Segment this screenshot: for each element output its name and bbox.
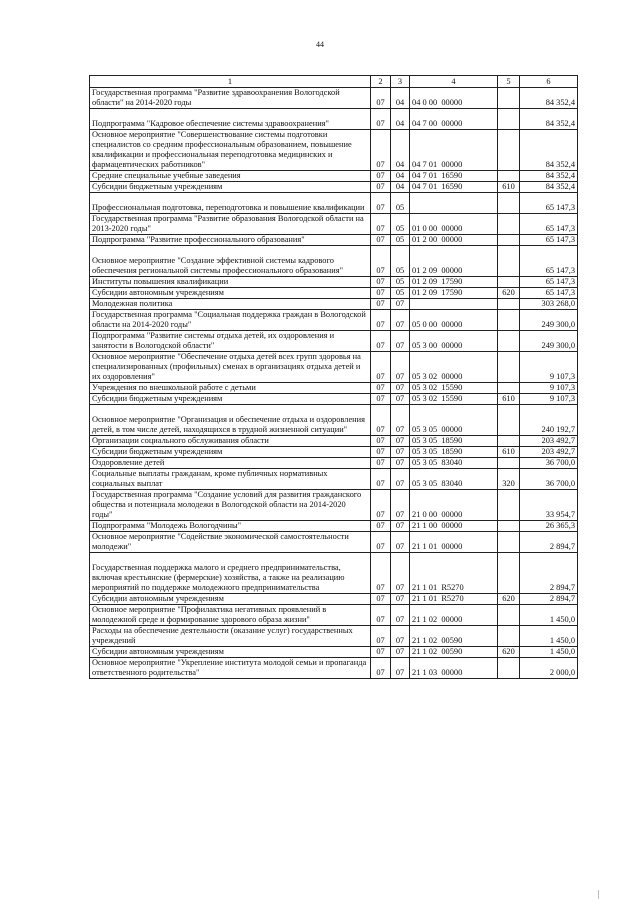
cell-name: Государственная программа "Социальная поддержка граждан в Вологодской области на 2014-2020 годы" <box>90 310 371 331</box>
cell-subsection: 07 <box>391 626 410 647</box>
cell-section: 07 <box>371 394 391 405</box>
cell-expense-type <box>498 171 520 182</box>
cell-expense-type <box>498 405 520 436</box>
cell-subsection: 07 <box>391 469 410 490</box>
cell-section: 07 <box>371 469 391 490</box>
table-row <box>90 626 578 647</box>
cell-name: Молодежная политика <box>90 299 371 310</box>
cell-name: Субсидии автономным учреждениям <box>90 647 371 658</box>
cell-subsection: 07 <box>391 553 410 594</box>
cell-expense-type <box>498 626 520 647</box>
cell-target-article: 21 1 01 00000 <box>410 532 498 553</box>
cell-name: Субсидии бюджетным учреждениям <box>90 394 371 405</box>
cell-section: 07 <box>371 594 391 605</box>
cell-name: Учреждения по внешкольной работе с детьми <box>90 383 371 394</box>
cell-expense-type <box>498 658 520 679</box>
cell-section: 07 <box>371 214 391 235</box>
cell-section: 07 <box>371 447 391 458</box>
cell-subsection: 07 <box>391 458 410 469</box>
cell-section: 07 <box>371 521 391 532</box>
cell-name: Средние специальные учебные заведения <box>90 171 371 182</box>
cell-target-article: 05 3 05 18590 <box>410 447 498 458</box>
cell-amount: 65 147,3 <box>520 193 578 214</box>
table-row <box>90 658 578 679</box>
cell-section: 07 <box>371 626 391 647</box>
cell-subsection: 07 <box>391 331 410 352</box>
cell-expense-type <box>498 130 520 171</box>
cell-amount: 26 365,3 <box>520 521 578 532</box>
cell-name: Государственная поддержка малого и среднего предпринимательства, включая крестьянские (фермерские) хозяйства, а также на реализацию мероприятий по поддержке молодежного предпринимательства <box>90 553 371 594</box>
cell-section: 07 <box>371 246 391 277</box>
cell-amount: 36 700,0 <box>520 458 578 469</box>
cell-expense-type <box>498 490 520 521</box>
cell-section: 07 <box>371 331 391 352</box>
cell-expense-type <box>498 246 520 277</box>
cell-subsection: 05 <box>391 214 410 235</box>
cell-target-article: 21 1 03 00000 <box>410 658 498 679</box>
cell-name: Государственная программа "Создание условий для развития гражданского общества и потенциала молодежи в Вологодской области на 2014-2020 годы" <box>90 490 371 521</box>
cell-section: 07 <box>371 532 391 553</box>
cell-target-article: 01 0 00 00000 <box>410 214 498 235</box>
cell-target-article: 04 7 01 16590 <box>410 171 498 182</box>
cell-amount: 65 147,3 <box>520 288 578 299</box>
cell-amount: 2 894,7 <box>520 553 578 594</box>
cell-amount: 84 352,4 <box>520 130 578 171</box>
table-row <box>90 553 578 594</box>
cell-section: 07 <box>371 288 391 299</box>
column-header-section: 2 <box>371 76 391 88</box>
cell-target-article: 21 1 01 R5270 <box>410 553 498 594</box>
cell-expense-type: 620 <box>498 647 520 658</box>
table-row <box>90 490 578 521</box>
table-row <box>90 246 578 277</box>
cell-amount: 84 352,4 <box>520 109 578 130</box>
cell-subsection: 07 <box>391 436 410 447</box>
cell-target-article: 05 3 02 15590 <box>410 383 498 394</box>
cell-name: Субсидии автономным учреждениям <box>90 594 371 605</box>
cell-expense-type <box>498 193 520 214</box>
cell-amount: 65 147,3 <box>520 235 578 246</box>
table-row <box>90 235 578 246</box>
cell-target-article: 21 1 02 00590 <box>410 626 498 647</box>
table-row <box>90 458 578 469</box>
cell-subsection: 07 <box>391 310 410 331</box>
cell-name: Организации социального обслуживания области <box>90 436 371 447</box>
cell-amount: 65 147,3 <box>520 214 578 235</box>
cell-amount: 303 268,0 <box>520 299 578 310</box>
cell-section: 07 <box>371 658 391 679</box>
cell-expense-type: 610 <box>498 447 520 458</box>
cell-name: Оздоровление детей <box>90 458 371 469</box>
cell-name: Социальные выплаты гражданам, кроме публичных нормативных социальных выплат <box>90 469 371 490</box>
cell-subsection: 05 <box>391 246 410 277</box>
cell-name: Основное мероприятие "Совершенствование системы подготовки специалистов со средним профессиональным образованием, повышение квалификации и профессиональная переподготовка медицинских и фармацевтических работников" <box>90 130 371 171</box>
cell-subsection: 07 <box>391 521 410 532</box>
cell-target-article: 04 0 00 00000 <box>410 88 498 109</box>
cell-section: 07 <box>371 109 391 130</box>
cell-section: 07 <box>371 383 391 394</box>
cell-section: 07 <box>371 130 391 171</box>
cell-expense-type: 620 <box>498 594 520 605</box>
cell-target-article: 21 0 00 00000 <box>410 490 498 521</box>
table-row <box>90 331 578 352</box>
cell-expense-type <box>498 352 520 383</box>
cell-name: Основное мероприятие "Обеспечение отдыха детей всех групп здоровья на специализированных (профильных) сменах в организациях отдыха детей и их оздоровления" <box>90 352 371 383</box>
cell-target-article: 01 2 09 17590 <box>410 277 498 288</box>
cell-amount: 1 450,0 <box>520 605 578 626</box>
cell-expense-type <box>498 521 520 532</box>
cell-name: Профессиональная подготовка, переподготовка и повышение квалификации <box>90 193 371 214</box>
cell-subsection: 04 <box>391 88 410 109</box>
cell-name: Подпрограмма "Развитие системы отдыха детей, их оздоровления и занятости в Вологодской области" <box>90 331 371 352</box>
cell-expense-type <box>498 458 520 469</box>
cell-expense-type <box>498 532 520 553</box>
cell-amount: 203 492,7 <box>520 447 578 458</box>
cell-section: 07 <box>371 436 391 447</box>
cell-section: 07 <box>371 88 391 109</box>
cell-amount: 203 492,7 <box>520 436 578 447</box>
cell-subsection: 07 <box>391 394 410 405</box>
cell-expense-type: 610 <box>498 182 520 193</box>
cell-subsection: 04 <box>391 182 410 193</box>
cell-amount: 9 107,3 <box>520 394 578 405</box>
cell-amount: 1 450,0 <box>520 626 578 647</box>
table-row <box>90 605 578 626</box>
cell-expense-type <box>498 109 520 130</box>
table-row <box>90 288 578 299</box>
cell-target-article: 05 3 02 15590 <box>410 394 498 405</box>
table-row <box>90 277 578 288</box>
cell-amount: 2 000,0 <box>520 658 578 679</box>
cell-target-article: 05 3 00 00000 <box>410 331 498 352</box>
cell-expense-type: 320 <box>498 469 520 490</box>
cell-target-article: 04 7 00 00000 <box>410 109 498 130</box>
cell-subsection: 05 <box>391 277 410 288</box>
cell-name: Государственная программа "Развитие здравоохранения Вологодской области" на 2014-2020 годы <box>90 88 371 109</box>
cell-amount: 36 700,0 <box>520 469 578 490</box>
cell-expense-type <box>498 299 520 310</box>
cell-amount: 249 300,0 <box>520 331 578 352</box>
cell-name: Подпрограмма "Развитие профессионального образования" <box>90 235 371 246</box>
cell-subsection: 07 <box>391 532 410 553</box>
scan-edge-mark <box>598 890 603 899</box>
cell-amount: 65 147,3 <box>520 277 578 288</box>
cell-amount: 9 107,3 <box>520 352 578 383</box>
cell-expense-type <box>498 383 520 394</box>
cell-name: Основное мероприятие "Организация и обеспечение отдыха и оздоровления детей, в том числе детей, находящихся в трудной жизненной ситуации" <box>90 405 371 436</box>
cell-expense-type <box>498 214 520 235</box>
cell-subsection: 07 <box>391 383 410 394</box>
cell-amount: 65 147,3 <box>520 246 578 277</box>
cell-target-article: 05 3 05 18590 <box>410 436 498 447</box>
cell-section: 07 <box>371 352 391 383</box>
cell-subsection: 05 <box>391 193 410 214</box>
cell-section: 07 <box>371 277 391 288</box>
cell-subsection: 07 <box>391 299 410 310</box>
cell-subsection: 07 <box>391 405 410 436</box>
cell-subsection: 07 <box>391 490 410 521</box>
cell-name: Государственная программа "Развитие образования Вологодской области на 2013-2020 годы" <box>90 214 371 235</box>
cell-target-article: 21 1 02 00590 <box>410 647 498 658</box>
cell-section: 07 <box>371 310 391 331</box>
cell-amount: 84 352,4 <box>520 182 578 193</box>
table-row <box>90 214 578 235</box>
cell-section: 07 <box>371 553 391 594</box>
table-row <box>90 310 578 331</box>
table-row <box>90 109 578 130</box>
cell-name: Институты повышения квалификации <box>90 277 371 288</box>
cell-name: Основное мероприятие "Укрепление института молодой семьи и пропаганда ответственного родительства" <box>90 658 371 679</box>
table-row <box>90 447 578 458</box>
cell-amount: 249 300,0 <box>520 310 578 331</box>
column-header-expense-type: 5 <box>498 76 520 88</box>
cell-name: Расходы на обеспечение деятельности (оказание услуг) государственных учреждений <box>90 626 371 647</box>
cell-name: Основное мероприятие "Содействие экономической самостоятельности молодежи" <box>90 532 371 553</box>
cell-target-article: 05 3 05 00000 <box>410 405 498 436</box>
cell-amount: 1 450,0 <box>520 647 578 658</box>
cell-expense-type <box>498 605 520 626</box>
cell-section: 07 <box>371 299 391 310</box>
table-row <box>90 130 578 171</box>
cell-subsection: 07 <box>391 605 410 626</box>
cell-section: 07 <box>371 405 391 436</box>
cell-subsection: 07 <box>391 447 410 458</box>
page-number: 44 <box>316 40 324 49</box>
cell-amount: 240 192,7 <box>520 405 578 436</box>
cell-target-article: 05 3 05 83040 <box>410 469 498 490</box>
cell-subsection: 07 <box>391 647 410 658</box>
cell-expense-type <box>498 436 520 447</box>
cell-subsection: 07 <box>391 352 410 383</box>
cell-section: 07 <box>371 235 391 246</box>
cell-subsection: 05 <box>391 288 410 299</box>
cell-subsection: 04 <box>391 171 410 182</box>
cell-target-article <box>410 299 498 310</box>
table-row <box>90 436 578 447</box>
cell-name: Основное мероприятие "Профилактика негативных проявлений в молодежной среде и формирование здорового образа жизни" <box>90 605 371 626</box>
cell-amount: 84 352,4 <box>520 171 578 182</box>
table-row <box>90 532 578 553</box>
cell-subsection: 05 <box>391 235 410 246</box>
table-row <box>90 594 578 605</box>
table-row <box>90 182 578 193</box>
table-row <box>90 469 578 490</box>
cell-section: 07 <box>371 182 391 193</box>
cell-section: 07 <box>371 171 391 182</box>
cell-target-article: 04 7 01 16590 <box>410 182 498 193</box>
column-header-target-article: 4 <box>410 76 498 88</box>
table-body <box>90 88 578 679</box>
cell-target-article: 04 7 01 00000 <box>410 130 498 171</box>
cell-expense-type <box>498 88 520 109</box>
cell-amount: 33 954,7 <box>520 490 578 521</box>
cell-name: Подпрограмма "Кадровое обеспечение системы здравоохранения" <box>90 109 371 130</box>
table-row <box>90 521 578 532</box>
table-row <box>90 352 578 383</box>
cell-expense-type <box>498 277 520 288</box>
cell-amount: 84 352,4 <box>520 88 578 109</box>
cell-target-article: 21 1 01 R5270 <box>410 594 498 605</box>
column-header-name: 1 <box>90 76 371 88</box>
table-row <box>90 171 578 182</box>
cell-name: Субсидии автономным учреждениям <box>90 288 371 299</box>
cell-subsection: 07 <box>391 658 410 679</box>
cell-target-article: 01 2 09 17590 <box>410 288 498 299</box>
cell-amount: 2 894,7 <box>520 594 578 605</box>
table-row <box>90 299 578 310</box>
column-header-amount: 6 <box>520 76 578 88</box>
cell-target-article <box>410 193 498 214</box>
cell-target-article: 05 3 02 00000 <box>410 352 498 383</box>
cell-target-article: 01 2 09 00000 <box>410 246 498 277</box>
table-row <box>90 405 578 436</box>
table-header-row <box>90 76 578 88</box>
table-row <box>90 193 578 214</box>
cell-section: 07 <box>371 647 391 658</box>
cell-name: Подпрограмма "Молодежь Вологодчины" <box>90 521 371 532</box>
cell-amount: 9 107,3 <box>520 383 578 394</box>
cell-expense-type: 610 <box>498 394 520 405</box>
cell-subsection: 07 <box>391 594 410 605</box>
table-row <box>90 383 578 394</box>
cell-section: 07 <box>371 605 391 626</box>
cell-section: 07 <box>371 458 391 469</box>
cell-amount: 2 894,7 <box>520 532 578 553</box>
cell-target-article: 21 1 00 00000 <box>410 521 498 532</box>
cell-name: Субсидии бюджетным учреждениям <box>90 182 371 193</box>
cell-name: Субсидии бюджетным учреждениям <box>90 447 371 458</box>
cell-expense-type <box>498 235 520 246</box>
cell-expense-type <box>498 553 520 594</box>
table-row <box>90 88 578 109</box>
cell-section: 07 <box>371 193 391 214</box>
cell-expense-type <box>498 310 520 331</box>
budget-table <box>89 75 578 679</box>
table-row <box>90 394 578 405</box>
cell-subsection: 04 <box>391 109 410 130</box>
cell-target-article: 05 0 00 00000 <box>410 310 498 331</box>
column-header-subsection: 3 <box>391 76 410 88</box>
cell-expense-type: 620 <box>498 288 520 299</box>
table-row <box>90 647 578 658</box>
cell-expense-type <box>498 331 520 352</box>
cell-section: 07 <box>371 490 391 521</box>
cell-target-article: 21 1 02 00000 <box>410 605 498 626</box>
cell-name: Основное мероприятие "Создание эффективной системы кадрового обеспечения региональной системы профессионального образования" <box>90 246 371 277</box>
cell-target-article: 05 3 05 83040 <box>410 458 498 469</box>
cell-subsection: 04 <box>391 130 410 171</box>
cell-target-article: 01 2 00 00000 <box>410 235 498 246</box>
